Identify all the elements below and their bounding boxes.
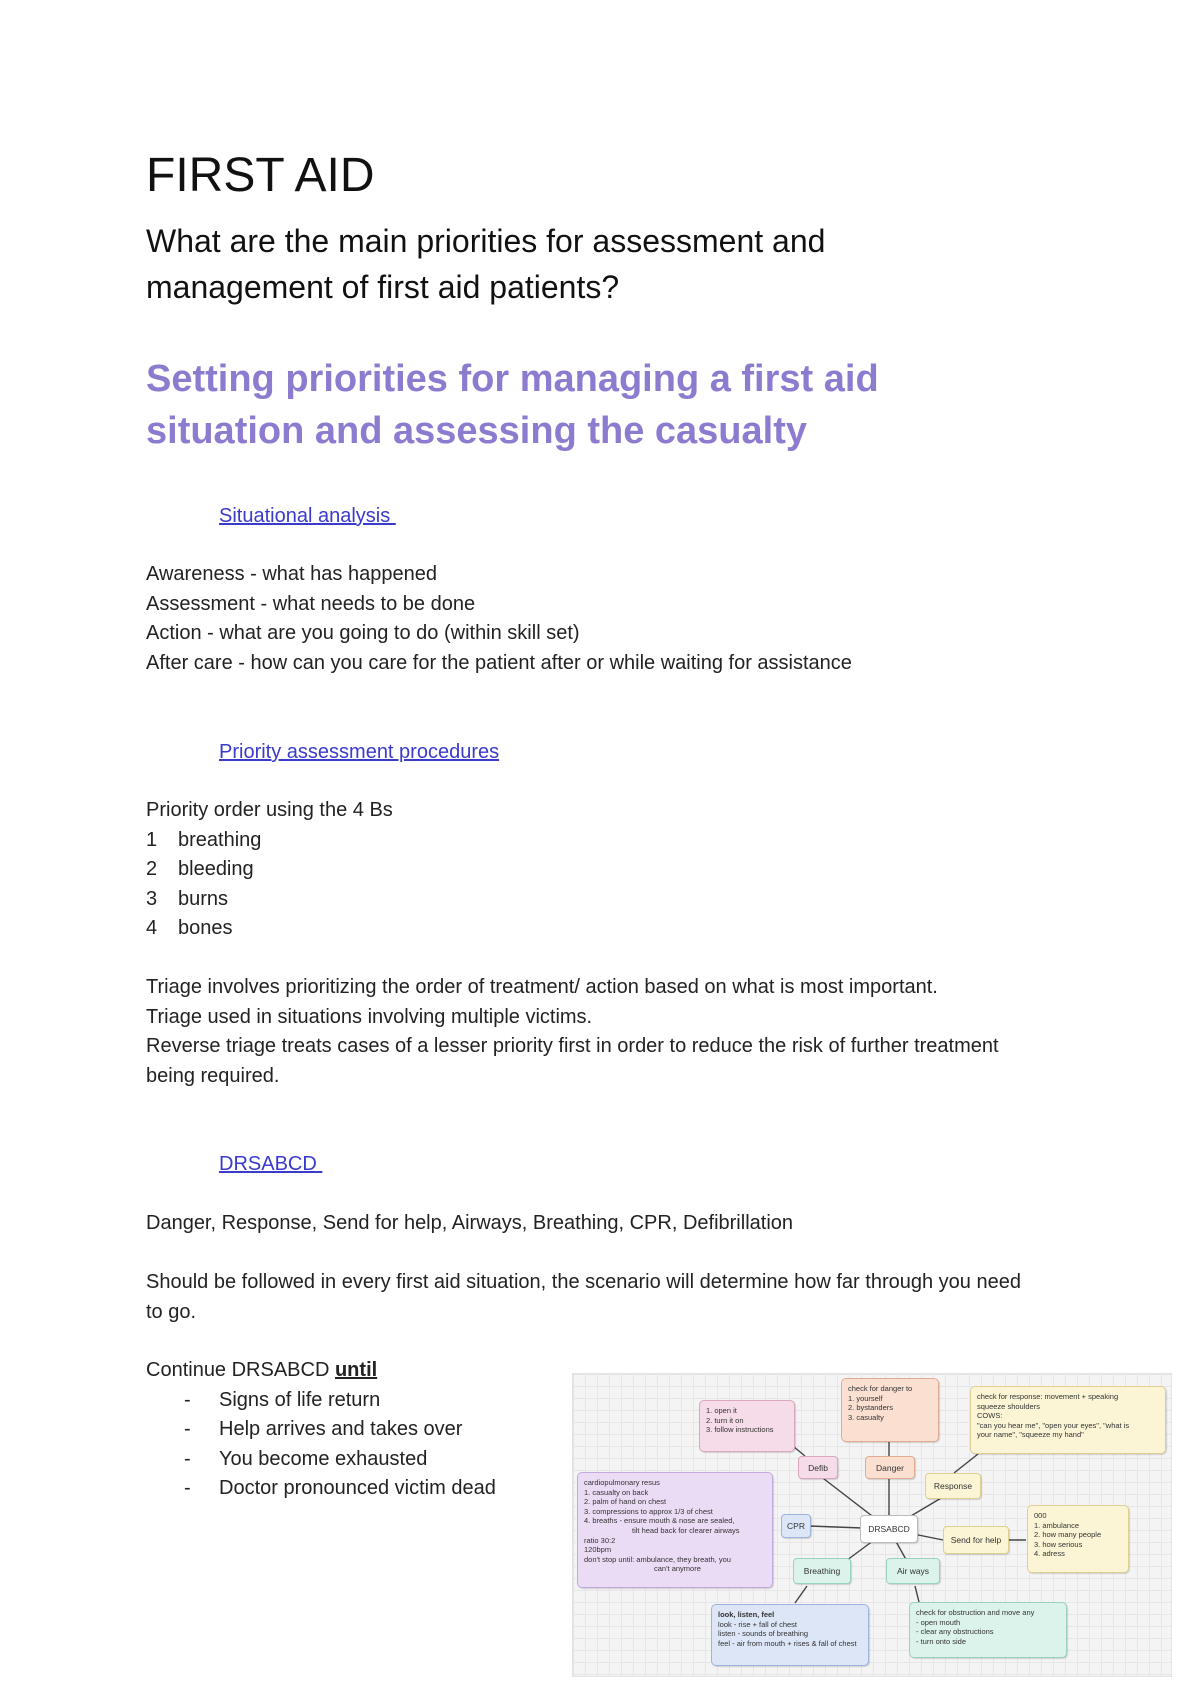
list-item	[146, 855, 393, 885]
list-item	[146, 826, 393, 856]
breathing-node: Breathing	[793, 1558, 851, 1584]
triage-line: Triage used in situations involving multiple victims.	[146, 1005, 593, 1028]
connector	[795, 1586, 807, 1603]
cpr-note: cardiopulmonary resus 1. casualty on back 2. palm of hand on chest 3. compressions to approx 1/3 of chest 4. breaths - ensure mouth & nose are sealed, tilt head back for clearer airways ratio 30:2 120bpm don't stop until: ambulance, they breath, you can't anymore	[577, 1472, 773, 1588]
continue-list	[146, 1356, 496, 1504]
section-heading: Setting priorities for managing a first aid situation and assessing the casualty	[146, 358, 879, 452]
connector	[954, 1454, 978, 1473]
situational-line: After care - how can you care for the patient after or while waiting for assistance	[146, 651, 852, 674]
situational-line: Assessment - what needs to be done	[146, 592, 476, 615]
danger-node: Danger	[865, 1456, 915, 1479]
drsabcd-mindmap	[572, 1373, 1172, 1677]
danger-note: check for danger to 1. yourself 2. bystanders 3. casualty	[841, 1378, 939, 1442]
airways-node: Air ways	[886, 1558, 940, 1584]
continue-until: until	[334, 1359, 378, 1381]
list-item	[146, 914, 393, 944]
continue-prefix: Continue DRSABCD	[146, 1359, 335, 1381]
list-number: 3	[146, 887, 158, 910]
list-item	[146, 885, 393, 915]
drsabcd-note: Should be followed in every first aid situation, the scenario will determine how far through you need to go.	[146, 1271, 1021, 1323]
list-number: 2	[146, 858, 158, 880]
situational-analysis-link[interactable]: Situational analysis	[219, 505, 396, 527]
list-text: bones	[178, 917, 233, 939]
triage-line: Triage involves prioritizing the order of treatment/ action based on what is most important.	[146, 976, 938, 998]
defib-note: 1. open it 2. turn it on 3. follow instructions	[699, 1400, 795, 1452]
document-subtitle: What are the main priorities for assessment and management of first aid patients?	[146, 223, 826, 305]
cpr-node: CPR	[781, 1514, 811, 1538]
list-text: burns	[178, 887, 229, 910]
triage-paragraph	[146, 973, 1046, 1091]
list-number: 4	[146, 917, 158, 939]
priority-intro: Priority order using the 4 Bs	[146, 799, 393, 821]
priority-assessment-link[interactable]: Priority assessment procedures	[219, 741, 500, 763]
drsabcd-center-node: DRSABCD	[860, 1515, 918, 1543]
breathing-note: look, listen, feel look - rise + fall of chest listen - sounds of breathing feel - air from mouth + rises & fall of chest	[711, 1604, 869, 1666]
situational-line: Awareness - what has happened	[146, 563, 437, 585]
list-number: 1	[146, 828, 158, 851]
send-for-help-node: Send for help	[943, 1526, 1009, 1554]
list-text: breathing	[178, 828, 262, 851]
situational-analysis-list	[146, 560, 852, 678]
airways-note: check for obstruction and move any - open mouth - clear any obstructions - turn onto side	[909, 1602, 1067, 1658]
priority-list	[146, 796, 393, 944]
response-note: check for response: movement + speaking squeeze shoulders COWS: "can you hear me", "open your eyes", "what is your name", "squeeze my hand"	[970, 1386, 1166, 1454]
defib-node: Defib	[798, 1456, 838, 1479]
list-item: - Doctor pronounced victim dead	[184, 1477, 496, 1499]
list-item: - You become exhausted	[184, 1447, 428, 1470]
list-text: bleeding	[178, 858, 254, 880]
list-item: - Help arrives and takes over	[184, 1418, 463, 1440]
continue-heading	[146, 1356, 496, 1386]
triage-line: Reverse triage treats cases of a lesser priority first in order to reduce the risk of further treatment being required.	[146, 1035, 999, 1087]
connector	[915, 1586, 919, 1602]
document-title: FIRST AID	[146, 149, 375, 202]
response-node: Response	[925, 1473, 981, 1499]
situational-line: Action - what are you going to do (within skill set)	[146, 622, 580, 644]
drsabcd-steps: Danger, Response, Send for help, Airways, Breathing, CPR, Defibrillation	[146, 1212, 794, 1234]
drsabcd-link[interactable]: DRSABCD	[219, 1153, 323, 1175]
list-item: - Signs of life return	[184, 1388, 381, 1411]
send-for-help-note: 000 1. ambulance 2. how many people 3. how serious 4. adress	[1027, 1505, 1129, 1573]
